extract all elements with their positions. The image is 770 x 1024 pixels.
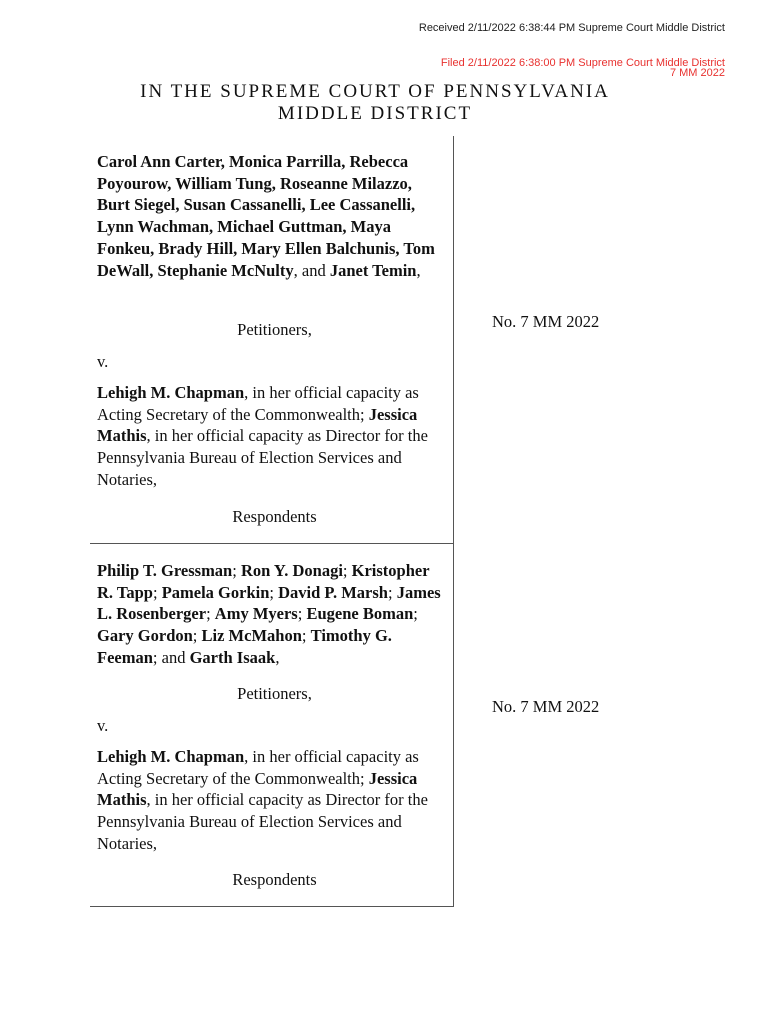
party-text: ; [297, 604, 307, 624]
party-text: ; and [152, 647, 190, 667]
case1-petitioners [97, 151, 447, 281]
case1-respondents [97, 382, 447, 491]
party-text: ; [342, 561, 352, 580]
case1-docket-number: No. 7 MM 2022 [492, 312, 600, 331]
party-name: Amy Myers [214, 604, 298, 624]
case2-petitioners-label: Petitioners, [237, 684, 312, 703]
party-name: Lehigh M. Chapman [97, 383, 245, 402]
party-name: Janet Temin [329, 260, 417, 280]
party-text: ; [269, 582, 279, 602]
party-name: Kristopher R. Tapp [97, 561, 430, 602]
party-name: Philip T. Gressman [97, 561, 233, 580]
received-stamp: Received 2/11/2022 6:38:44 PM Supreme Court Middle District [418, 22, 725, 34]
case2-respondents [97, 746, 447, 855]
party-name: Timothy G. Feeman [97, 626, 392, 667]
case2-versus: v. [97, 716, 109, 735]
party-text: ; [192, 626, 202, 646]
party-name: Liz McMahon [201, 626, 302, 646]
party-text: , in her official capacity as Director for the Pennsylvania Bureau of Election Services and Notaries, [97, 426, 428, 489]
party-text: , in her official capacity as Acting Secretary of the Commonwealth; [97, 383, 419, 424]
party-name: Carol Ann Carter, Monica Parrilla, Rebecca Poyourow, William Tung, Roseanne Milazzo, Burt Siegel, Susan Cassanelli, Lee Cassanelli, Lynn Wachman, Michael Guttman, Maya Fonkeu, Brady Hill, Mary Ellen Balchunis, Tom DeWall, Stephanie McNulty [97, 152, 435, 280]
party-text: , [416, 260, 421, 280]
party-name: Gary Gordon [97, 626, 193, 646]
party-text: , in her official capacity as Acting Secretary of the Commonwealth; [97, 747, 419, 788]
party-name: Jessica Mathis [97, 404, 418, 446]
party-text: ; [152, 582, 162, 602]
party-name: Lehigh M. Chapman [97, 747, 245, 766]
filed-stamp [441, 58, 725, 78]
filed-stamp-line1: Filed 2/11/2022 6:38:00 PM Supreme Court Middle District [440, 57, 725, 69]
case1-versus: v. [97, 352, 109, 371]
party-name: Pamela Gorkin [161, 582, 270, 602]
party-text: ; [413, 604, 418, 624]
case1-respondents-label: Respondents [232, 507, 317, 526]
case2-respondents-label: Respondents [232, 870, 317, 889]
case2-petitioners [97, 560, 447, 669]
filed-stamp-line2: 7 MM 2022 [669, 67, 725, 79]
party-name: David P. Marsh [278, 582, 388, 602]
party-name: Garth Isaak [189, 647, 276, 667]
party-text: ; [206, 604, 215, 624]
case1-petitioners-label: Petitioners, [237, 320, 312, 339]
party-name: Eugene Boman [306, 604, 414, 624]
caption-divider-case2 [90, 906, 454, 907]
party-name: James L. Rosenberger [97, 582, 441, 624]
case2-docket-number: No. 7 MM 2022 [492, 697, 600, 716]
party-text: ; [232, 561, 241, 580]
court-name: IN THE SUPREME COURT OF PENNSYLVANIA [140, 81, 610, 102]
caption-divider-vertical [453, 136, 454, 907]
caption-divider-case1 [90, 543, 454, 544]
party-text: ; [387, 582, 397, 602]
party-text: ; [301, 626, 311, 646]
party-name: Ron Y. Donagi [240, 561, 343, 580]
party-name: Jessica Mathis [97, 768, 418, 810]
party-text: , [275, 647, 280, 667]
court-district: MIDDLE DISTRICT [277, 103, 473, 124]
party-text: , and [293, 260, 330, 280]
party-text: , in her official capacity as Director for the Pennsylvania Bureau of Election Services and Notaries, [97, 790, 428, 853]
